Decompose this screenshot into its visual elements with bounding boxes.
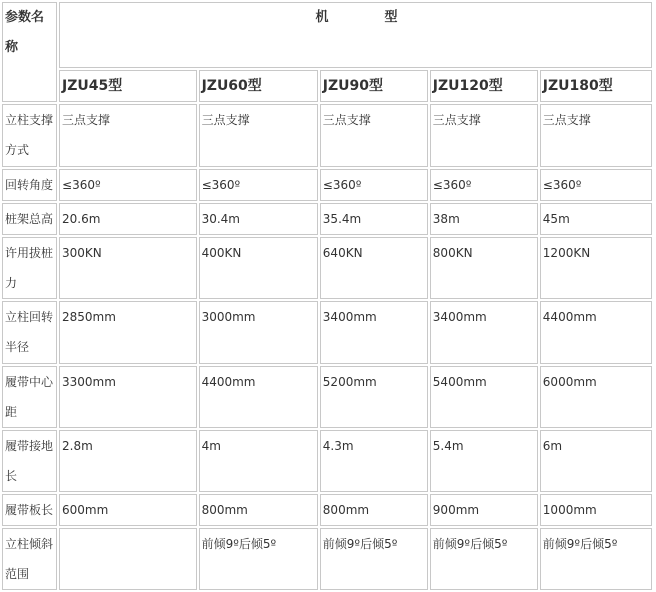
param-value: 800mm [320,494,428,526]
model-header [59,2,652,68]
param-value: 600mm [59,494,197,526]
param-value: ≤360º [59,169,197,201]
param-value: 300KN [59,237,197,299]
param-value: ≤360º [430,169,538,201]
param-value: 640KN [320,237,428,299]
param-name: 立柱回转半径 [2,301,57,364]
table-row [2,366,652,428]
param-name: 桩架总高 [2,203,57,235]
model-name: JZU180型 [540,70,652,102]
param-value: 前倾9º后倾5º [320,528,428,590]
param-value: 5200mm [320,366,428,428]
param-value: 三点支撑 [320,104,428,167]
param-value: 45m [540,203,652,235]
param-name: 立柱倾斜范围 [2,528,57,590]
param-value: 三点支撑 [199,104,318,167]
model-header-a: 机 [315,10,329,25]
param-value: 800mm [199,494,318,526]
param-value: 3000mm [199,301,318,364]
param-value: 2850mm [59,301,197,364]
model-header-b: 型 [384,10,398,25]
param-value: 3300mm [59,366,197,428]
param-value: 30.4m [199,203,318,235]
table-row [2,494,652,526]
param-value: 5400mm [430,366,538,428]
param-value: 6000mm [540,366,652,428]
param-value: 3400mm [430,301,538,364]
param-value: 4.3m [320,430,428,492]
table-row [2,528,652,590]
table-row [2,169,652,201]
param-value: 前倾9º后倾5º [540,528,652,590]
param-value: 前倾9º后倾5º [199,528,318,590]
param-name: 履带中心距 [2,366,57,428]
param-value: 4m [199,430,318,492]
table-row [2,301,652,364]
param-value: ≤360º [320,169,428,201]
param-value [59,528,197,590]
param-value: 2.8m [59,430,197,492]
param-value: 20.6m [59,203,197,235]
param-value: 5.4m [430,430,538,492]
param-value: 三点支撑 [59,104,197,167]
model-name: JZU90型 [320,70,428,102]
table-row [2,203,652,235]
model-name: JZU45型 [59,70,197,102]
param-value: 38m [430,203,538,235]
param-value: 900mm [430,494,538,526]
param-value: 4400mm [199,366,318,428]
param-value: ≤360º [199,169,318,201]
param-name-header: 参数名称 [2,2,57,102]
table-row [2,237,652,299]
param-name: 立柱支撑方式 [2,104,57,167]
param-value: 800KN [430,237,538,299]
param-name: 履带板长 [2,494,57,526]
param-value: 前倾9º后倾5º [430,528,538,590]
param-value: 1000mm [540,494,652,526]
param-name: 回转角度 [2,169,57,201]
param-value: 3400mm [320,301,428,364]
param-value: ≤360º [540,169,652,201]
param-name: 许用拔桩力 [2,237,57,299]
table-row [2,430,652,492]
param-value: 三点支撑 [430,104,538,167]
param-value: 4400mm [540,301,652,364]
param-value: 400KN [199,237,318,299]
param-value: 1200KN [540,237,652,299]
model-name: JZU60型 [199,70,318,102]
model-name: JZU120型 [430,70,538,102]
param-value: 35.4m [320,203,428,235]
param-value: 三点支撑 [540,104,652,167]
param-value: 6m [540,430,652,492]
param-name: 履带接地长 [2,430,57,492]
table-row [2,104,652,167]
